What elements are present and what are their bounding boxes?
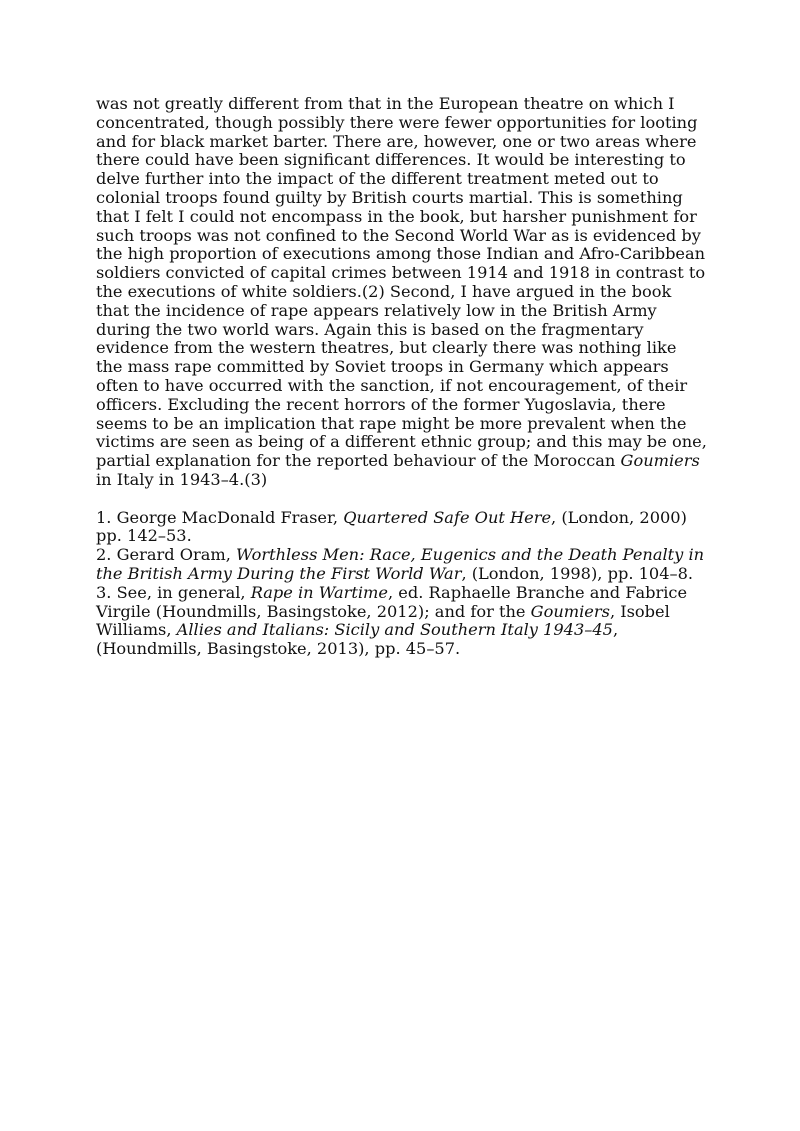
body-paragraph bbox=[96, 95, 708, 490]
footnote-2 bbox=[96, 546, 708, 584]
footnote-1-title: Quartered Safe Out Here bbox=[343, 507, 552, 527]
footnote-3-details-3: , (Houndmills, Basingstoke, 2013), pp. 45–57. bbox=[96, 620, 619, 659]
body-text: was not greatly different from that in the European theatre on which I concentrated, though possibly there were fewer opportunities for looting and for black market barter. There are, however, one or two areas where there could have been significant differences. It would be interesting to delve further into the impact of the different treatment meted out to colonial troops found guilty by British courts martial. This is something that I felt I could not encompass in the book, but harsher punishment for such troops was not confined to the Second World War as is evidenced by the high proportion of executions among those Indian and Afro-Caribbean soldiers convicted of capital crimes between 1914 and 1918 in contrast to the executions of white soldiers.(2) Second, I have argued in the book that the incidence of rape appears relatively low in the British Army during the two world wars. Again this is based on the fragmentary evidence from the western theatres, but clearly there was nothing like the mass rape committed by Soviet troops in Germany which appears often to have occurred with the sanction, if not encouragement, of their officers. Excluding the recent horrors of the former Yugoslavia, there seems to be an implication that rape might be more prevalent when the victims are seen as being of a different ethnic group; and this may be one, partial explanation for the reported behaviour of the Moroccan bbox=[96, 94, 707, 471]
document-page bbox=[96, 95, 708, 659]
footnote-3-details-2: , Isobel Williams, bbox=[96, 601, 670, 640]
footnote-2-title: Worthless Men: Race, Eugenics and the Death Penalty in the British Army During the First World War bbox=[96, 545, 705, 583]
body-text-end: in Italy in 1943–4.(3) bbox=[96, 469, 268, 489]
footnote-3-text: 3. See, in general, bbox=[96, 582, 251, 602]
footnote-1-text: 1. George MacDonald Fraser, bbox=[96, 507, 344, 527]
footnote-3 bbox=[96, 584, 708, 659]
footnote-1-details: , (London, 2000) pp. 142–53. bbox=[96, 507, 687, 546]
footnote-2-text: 2. Gerard Oram, bbox=[96, 545, 237, 565]
footnote-3-title-2: Goumiers bbox=[530, 601, 610, 621]
body-italic-goumiers: Goumiers bbox=[620, 451, 700, 471]
footnotes bbox=[96, 509, 708, 659]
footnote-3-title-3: Allies and Italians: Sicily and Southern Italy 1943–45 bbox=[176, 620, 613, 640]
footnote-1 bbox=[96, 509, 708, 547]
footnote-3-title-1: Rape in Wartime bbox=[250, 582, 388, 602]
footnote-3-details-1: , ed. Raphaelle Branche and Fabrice Virgile (Houndmills, Basingstoke, 2012); and for the bbox=[96, 582, 688, 621]
footnote-2-details: , (London, 1998), pp. 104–8. bbox=[461, 563, 694, 583]
